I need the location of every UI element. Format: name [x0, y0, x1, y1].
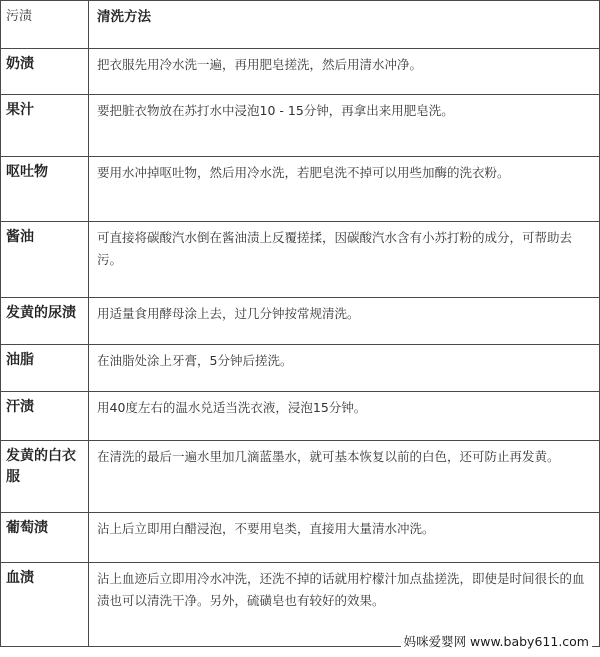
method-text: 用40度左右的温水兑适当洗衣液，浸泡15分钟。 [97, 400, 367, 415]
stain-cell [1, 513, 89, 563]
table-row [1, 157, 600, 222]
stain-name: 果汁 [6, 102, 34, 118]
stain-cell [1, 345, 89, 392]
stain-cell [1, 95, 89, 157]
table-header-row [1, 1, 600, 49]
header-method-cell [89, 1, 600, 49]
stain-name: 奶渍 [6, 56, 34, 72]
table-row [1, 513, 600, 563]
header-stain-cell [1, 1, 89, 49]
method-text: 在油脂处涂上牙膏，5分钟后搓洗。 [97, 353, 293, 368]
stain-name: 油脂 [6, 352, 34, 368]
method-text: 可直接将碳酸汽水倒在酱油渍上反覆搓揉，因碳酸汽水含有小苏打粉的成分，可帮助去污。 [97, 230, 573, 267]
method-cell [89, 441, 600, 513]
method-cell [89, 298, 600, 345]
stain-cell [1, 298, 89, 345]
method-text: 在清洗的最后一遍水里加几滴蓝墨水，就可基本恢复以前的白色，还可防止再发黄。 [97, 449, 560, 464]
table-row [1, 441, 600, 513]
method-text: 要把脏衣物放在苏打水中浸泡10 - 15分钟，再拿出来用肥皂洗。 [97, 103, 454, 118]
stain-cell [1, 563, 89, 647]
header-method-label: 清洗方法 [97, 9, 151, 25]
stain-name: 酱油 [6, 229, 34, 245]
stain-name: 血渍 [6, 570, 34, 586]
method-cell [89, 345, 600, 392]
stain-cell [1, 49, 89, 95]
table-row [1, 392, 600, 441]
method-cell [89, 392, 600, 441]
stain-name: 葡萄渍 [6, 520, 48, 536]
stain-cell [1, 222, 89, 298]
method-text: 把衣服先用冷水洗一遍，再用肥皂搓洗，然后用清水冲净。 [97, 57, 423, 72]
stain-cell [1, 392, 89, 441]
site-watermark: 妈咪爱婴网 www.baby611.com [401, 631, 592, 651]
method-cell [89, 513, 600, 563]
table-row [1, 49, 600, 95]
method-cell [89, 49, 600, 95]
method-cell [89, 95, 600, 157]
method-text: 要用水冲掉呕吐物，然后用冷水洗，若肥皂洗不掉可以用些加酶的洗衣粉。 [97, 165, 510, 180]
stain-cell [1, 157, 89, 222]
stain-name: 发黄的尿渍 [6, 305, 76, 321]
method-text: 沾上后立即用白醋浸泡，不要用皂类，直接用大量清水冲洗。 [97, 521, 435, 536]
table-row [1, 298, 600, 345]
method-text: 用适量食用酵母涂上去，过几分钟按常规清洗。 [97, 306, 360, 321]
method-cell [89, 157, 600, 222]
stain-cell [1, 441, 89, 513]
stain-name: 呕吐物 [6, 164, 48, 180]
table-row [1, 95, 600, 157]
stain-name: 汗渍 [6, 399, 34, 415]
method-cell [89, 222, 600, 298]
header-stain-label: 污渍 [6, 9, 33, 24]
method-text: 沾上血迹后立即用冷水冲洗，还洗不掉的话就用柠檬汁加点盐搓洗，即使是时间很长的血渍也可以清洗干净。另外，硫磺皂也有较好的效果。 [97, 571, 585, 608]
table-row [1, 222, 600, 298]
table-row [1, 345, 600, 392]
stain-name: 发黄的白衣服 [6, 448, 76, 485]
